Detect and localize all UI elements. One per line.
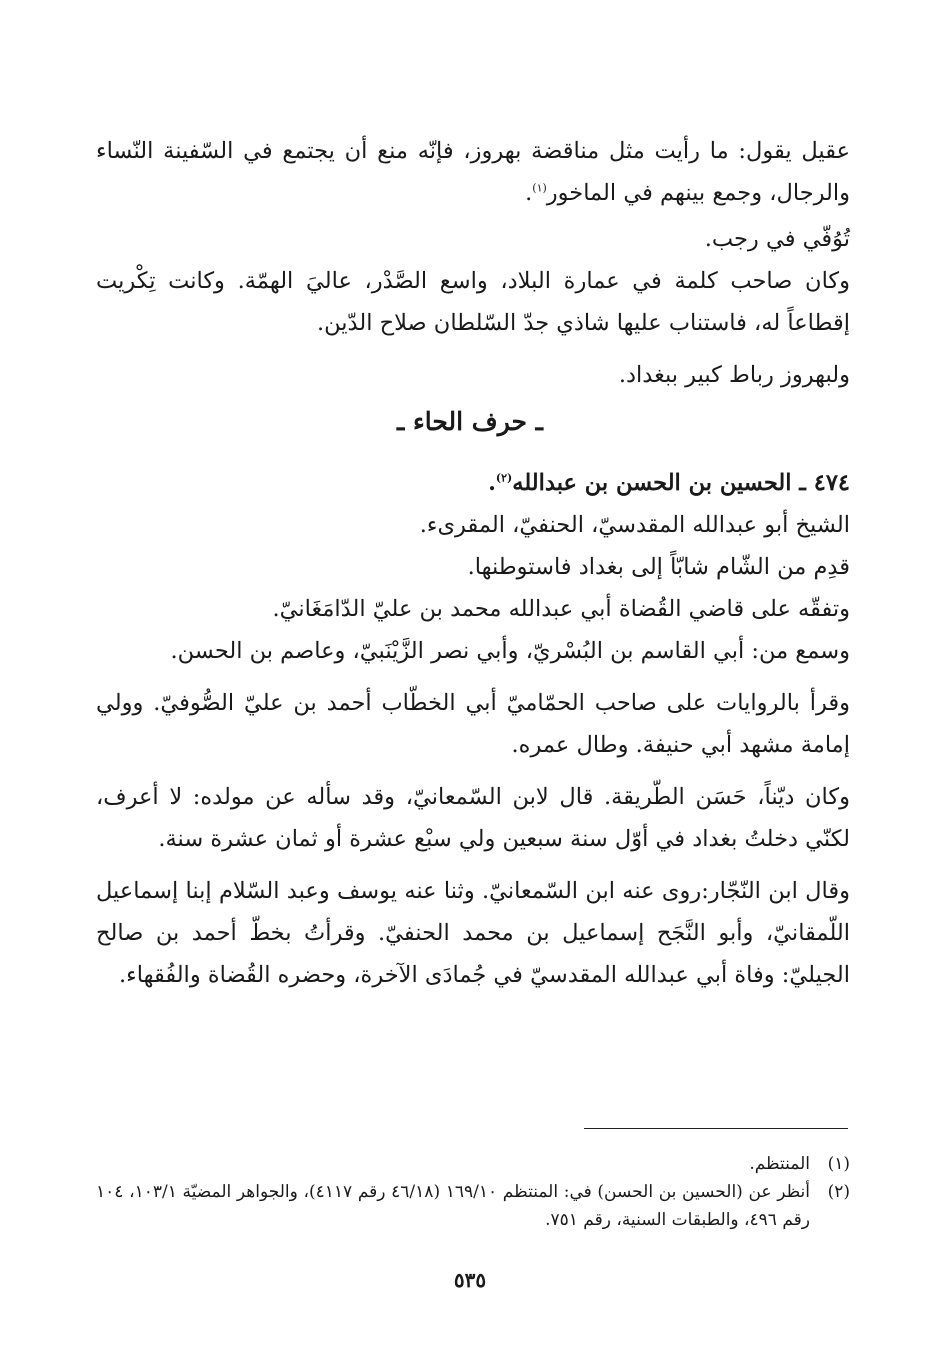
paragraph-death: تُوُفّي في رجب.	[704, 226, 850, 252]
footnote-marker-2[interactable]: (٢)	[495, 471, 513, 485]
entry-title	[96, 462, 850, 504]
entry-title-text: ٤٧٤ ـ الحسين بن الحسن بن عبدالله	[512, 470, 850, 496]
main-text-entry	[96, 462, 850, 996]
entry-line-heard: وسمع من: أبي القاسم بن البُسْريّ، وأبي نصر الزَّيْنَبيّ، وعاصم بن الحسن.	[170, 638, 850, 664]
footnote-text: المنتظم.	[749, 1154, 810, 1174]
entry-line-ibn-najjar: وقال ابن النّجّار:روى عنه ابن السّمعانيّ. وثنا عنه يوسف وعبد السّلام إبنا إسماعيل اللّمقانيّ، وأبو النَّجَح إسماعيل بن محمد الحنفيّ. وقرأتُ بخطّ أحمد بن صالح الجيليّ: وفاة أبي عبدالله المقدسيّ في جُمادَى الآخرة، وحضره القُضاة والفُقهاء.	[96, 878, 850, 988]
entry-title-end: .	[488, 470, 496, 496]
entry-line-arrival: قدِم من الشّام شابّاً إلى بغداد فاستوطنها.	[467, 554, 850, 580]
footnotes	[96, 1150, 850, 1234]
paragraph-ribat: ولبهروز رباط كبير ببغداد.	[618, 362, 850, 388]
footnote-1	[96, 1150, 850, 1178]
paragraph-end: .	[525, 180, 533, 206]
main-text-top	[96, 130, 850, 396]
entry-line-character: وكان ديّناً، حَسَن الطّريقة. قال لابن السّمعانيّ، وقد سأله عن مولده: لا أعرف، لكنّي دخلتُ بغداد في أوّل سنة سبعين ولي سبْع عشرة أو ثمان عشرة سنة.	[96, 784, 850, 852]
section-heading: ـ حرف الحاء ـ	[397, 407, 543, 436]
footnote-number: (٢)	[827, 1182, 850, 1202]
paragraph-description: وكان صاحب كلمة في عمارة البلاد، واسع الصَّدْر، عاليَ الهمّة. وكانت تِكْريت إقطاعاً له، فاستناب عليها شاذي جدّ السّلطان صلاح الدّين.	[96, 268, 850, 336]
entry-line-nisba: الشيخ أبو عبدالله المقدسيّ، الحنفيّ، المقرىء.	[419, 512, 850, 538]
footnote-text: أنظر عن (الحسين بن الحسن) في: المنتظم ١٦٩/١٠ (٤٦/١٨ رقم ٤١١٧)، والجواهر المضيّة ١٠٣/١، ١٠٤ رقم ٤٩٦، والطبقات السنية، رقم ٧٥١.	[96, 1182, 811, 1230]
footnote-number: (١)	[827, 1154, 850, 1174]
entry-line-readings: وقرأ بالروايات على صاحب الحمّاميّ أبي الخطّاب أحمد بن عليّ الصُّوفيّ. وولي إمامة مشهد أبي حنيفة. وطال عمره.	[96, 690, 850, 758]
page-number: ٥٣٥	[453, 1268, 487, 1292]
paragraph-bahruz-ship	[96, 130, 850, 214]
footnote-divider	[584, 1128, 848, 1129]
footnote-2	[96, 1178, 850, 1234]
footnote-marker-1[interactable]: (١)	[532, 181, 547, 195]
paragraph-text: عقيل يقول: ما رأيت مثل مناقضة بهروز، فإنّه منع أن يجتمع في السّفينة النّساء والرجال، وجمع بينهم في الماخور	[96, 138, 850, 206]
entry-line-study: وتفقّه على قاضي القُضاة أبي عبدالله محمد بن عليّ الدّامَغَانيّ.	[272, 596, 850, 622]
